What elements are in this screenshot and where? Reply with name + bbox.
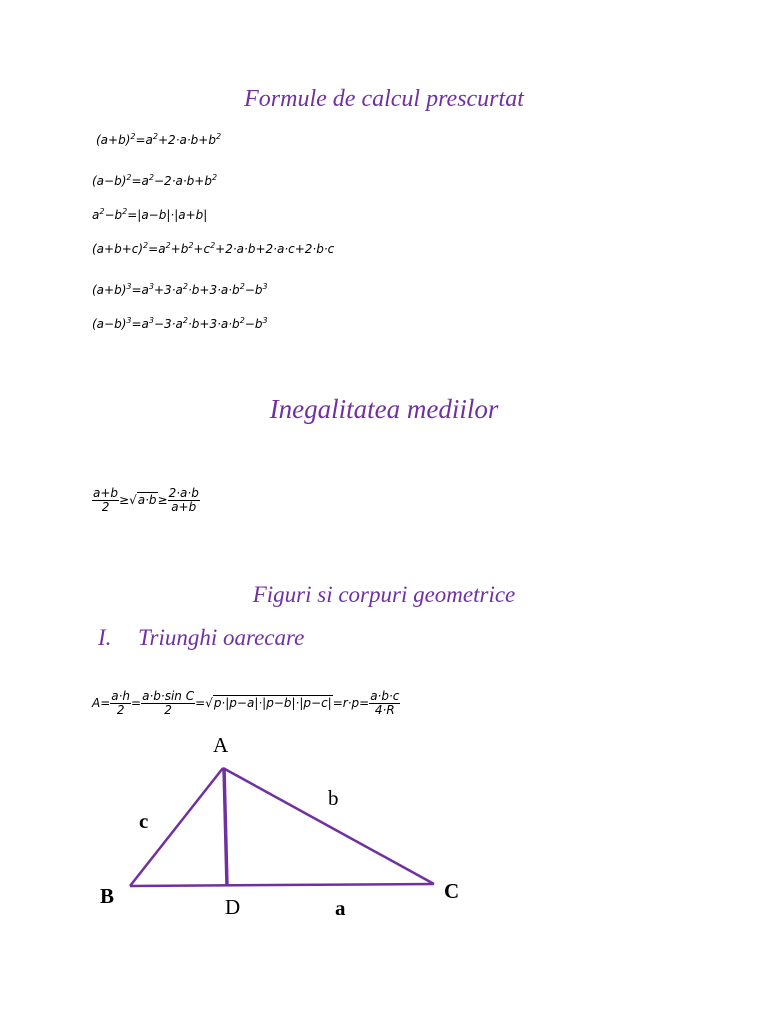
triangle-altitude-ad: [224, 768, 227, 886]
formula-square-difference: $(a-b)^2=a^2-2\cdot a\cdot b+b^2$: [92, 173, 218, 188]
heading-figuri: Figuri si corpuri geometrice: [252, 582, 516, 607]
heading-inegalitatea: Inegalitatea mediilor: [269, 394, 499, 424]
section-title-triangle: I. Triunghi oarecare: [98, 625, 305, 650]
formula-trinomial-square: $(a+b+c)^2=a^2+b^2+c^2+2\cdot a\cdot b+2\cdot a\cdot c+2\cdot b\cdot c$: [92, 241, 335, 256]
fraction-area-height: $\frac{a\cdot h}{2}$: [111, 689, 131, 717]
vertex-label-c: C: [444, 879, 460, 903]
formula-cube-difference: $(a-b)^3=a^3-3\cdot a^2\cdot b+3\cdot a\cdot b^2-b^3$: [92, 316, 268, 331]
foot-label-d: D: [225, 895, 241, 919]
formula-difference-of-squares: $a^2-b^2=|a-b|\cdot|a+b|$: [92, 207, 208, 222]
fraction-harmonic-mean: $\frac{2\cdot a\cdot b}{a+b}$: [168, 486, 199, 514]
side-label-b: b: [328, 786, 339, 810]
side-label-a: a: [335, 896, 346, 920]
fraction-arithmetic-mean: $\frac{a+b}{2}$: [93, 486, 119, 514]
formula-triangle-area: A= $\frac{a\cdot h}{2}$ = $\frac{\text{a·b·sin C}}{2}$ =√p·|p−a|·|p−b|·|p−c|=r·p= $\frac{a\cdot b\cdot c}{4\cdot R}$: [92, 689, 400, 717]
formula-square-sum: $(a+b)^2=a^2+2\cdot a\cdot b+b^2$: [96, 132, 222, 147]
vertex-label-a: A: [213, 733, 229, 757]
heading-formule: Formule de calcul prescurtat: [244, 86, 524, 112]
fraction-area-sine: $\frac{\text{a·b·sin C}}{2}$: [142, 689, 195, 717]
vertex-label-b: B: [100, 884, 115, 908]
formula-means-inequality: $\frac{a+b}{2}$ ≥√a·b≥ $\frac{2\cdot a\cdot b}{a+b}$: [93, 486, 199, 514]
side-label-c: c: [139, 809, 149, 833]
formula-cube-sum: $(a+b)^3=a^3+3\cdot a^2\cdot b+3\cdot a\cdot b^2-b^3$: [92, 282, 268, 297]
fraction-area-circumradius: $\frac{a\cdot b\cdot c}{4\cdot R}$: [370, 689, 400, 717]
triangle-side-bc: [130, 884, 434, 886]
